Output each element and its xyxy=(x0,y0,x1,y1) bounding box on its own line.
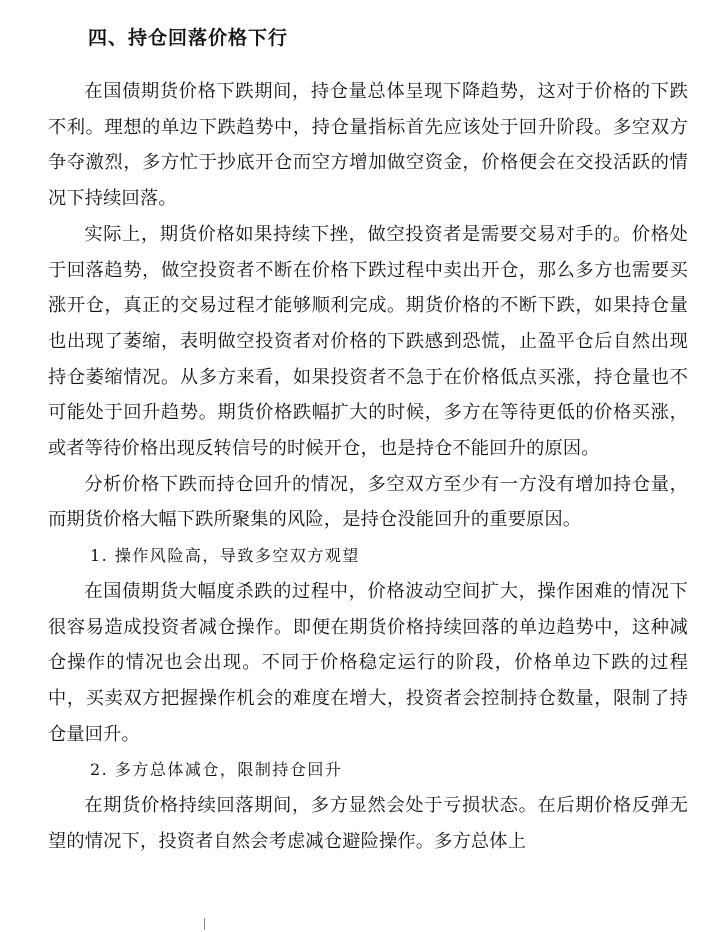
page-edge-mark xyxy=(204,918,205,930)
body-paragraph: 在国债期货大幅度杀跌的过程中，价格波动空间扩大，操作困难的情况下很容易造成投资者减仓操作。即便在期货价格持续回落的单边趋势中，这种减仓操作的情况也会出现。不同于价格稳定运行的阶段，价格单边下跌的过程中，买卖双方把握操作机会的难度在增大，投资者会控制持仓数量，限制了持仓量回升。 xyxy=(48,580,688,745)
subsection-heading: 2. 多方总体减仓，限制持仓回升 xyxy=(90,760,343,780)
body-paragraph: 在国债期货价格下跌期间，持仓量总体呈现下降趋势，这对于价格的下跌不利。理想的单边下跌趋势中，持仓量指标首先应该处于回升阶段。多空双方争夺激烈，多方忙于抄底开仓而空方增加做空资金，价格便会在交投活跃的情况下持续回落。 xyxy=(48,81,688,210)
body-paragraph: 在期货价格持续回落期间，多方显然会处于亏损状态。在后期价格反弹无望的情况下，投资者自然会考虑减仓避险操作。多方总体上 xyxy=(48,795,688,852)
body-paragraph: 实际上，期货价格如果持续下挫，做空投资者是需要交易对手的。价格处于回落趋势，做空投资者不断在价格下跌过程中卖出开仓，那么多方也需要买涨开仓，真正的交易过程才能够顺利完成。期货价格的不断下跌，如果持仓量也出现了萎缩，表明做空投资者对价格的下跌感到恐慌，止盈平仓后自然出现持仓萎缩情况。从多方来看，如果投资者不急于在价格低点买涨，持仓量也不可能处于回升趋势。期货价格跌幅扩大的时候，多方在等待更低的价格买涨，或者等待价格出现反转信号的时候开仓，也是持仓不能回升的原因。 xyxy=(48,223,688,460)
section-heading: 四、持仓回落价格下行 xyxy=(88,27,289,49)
body-paragraph: 分析价格下跌而持仓回升的情况，多空双方至少有一方没有增加持仓量，而期货价格大幅下跌所聚集的风险，是持仓没能回升的重要原因。 xyxy=(48,473,688,531)
subsection-heading: 1. 操作风险高，导致多空双方观望 xyxy=(90,546,360,566)
